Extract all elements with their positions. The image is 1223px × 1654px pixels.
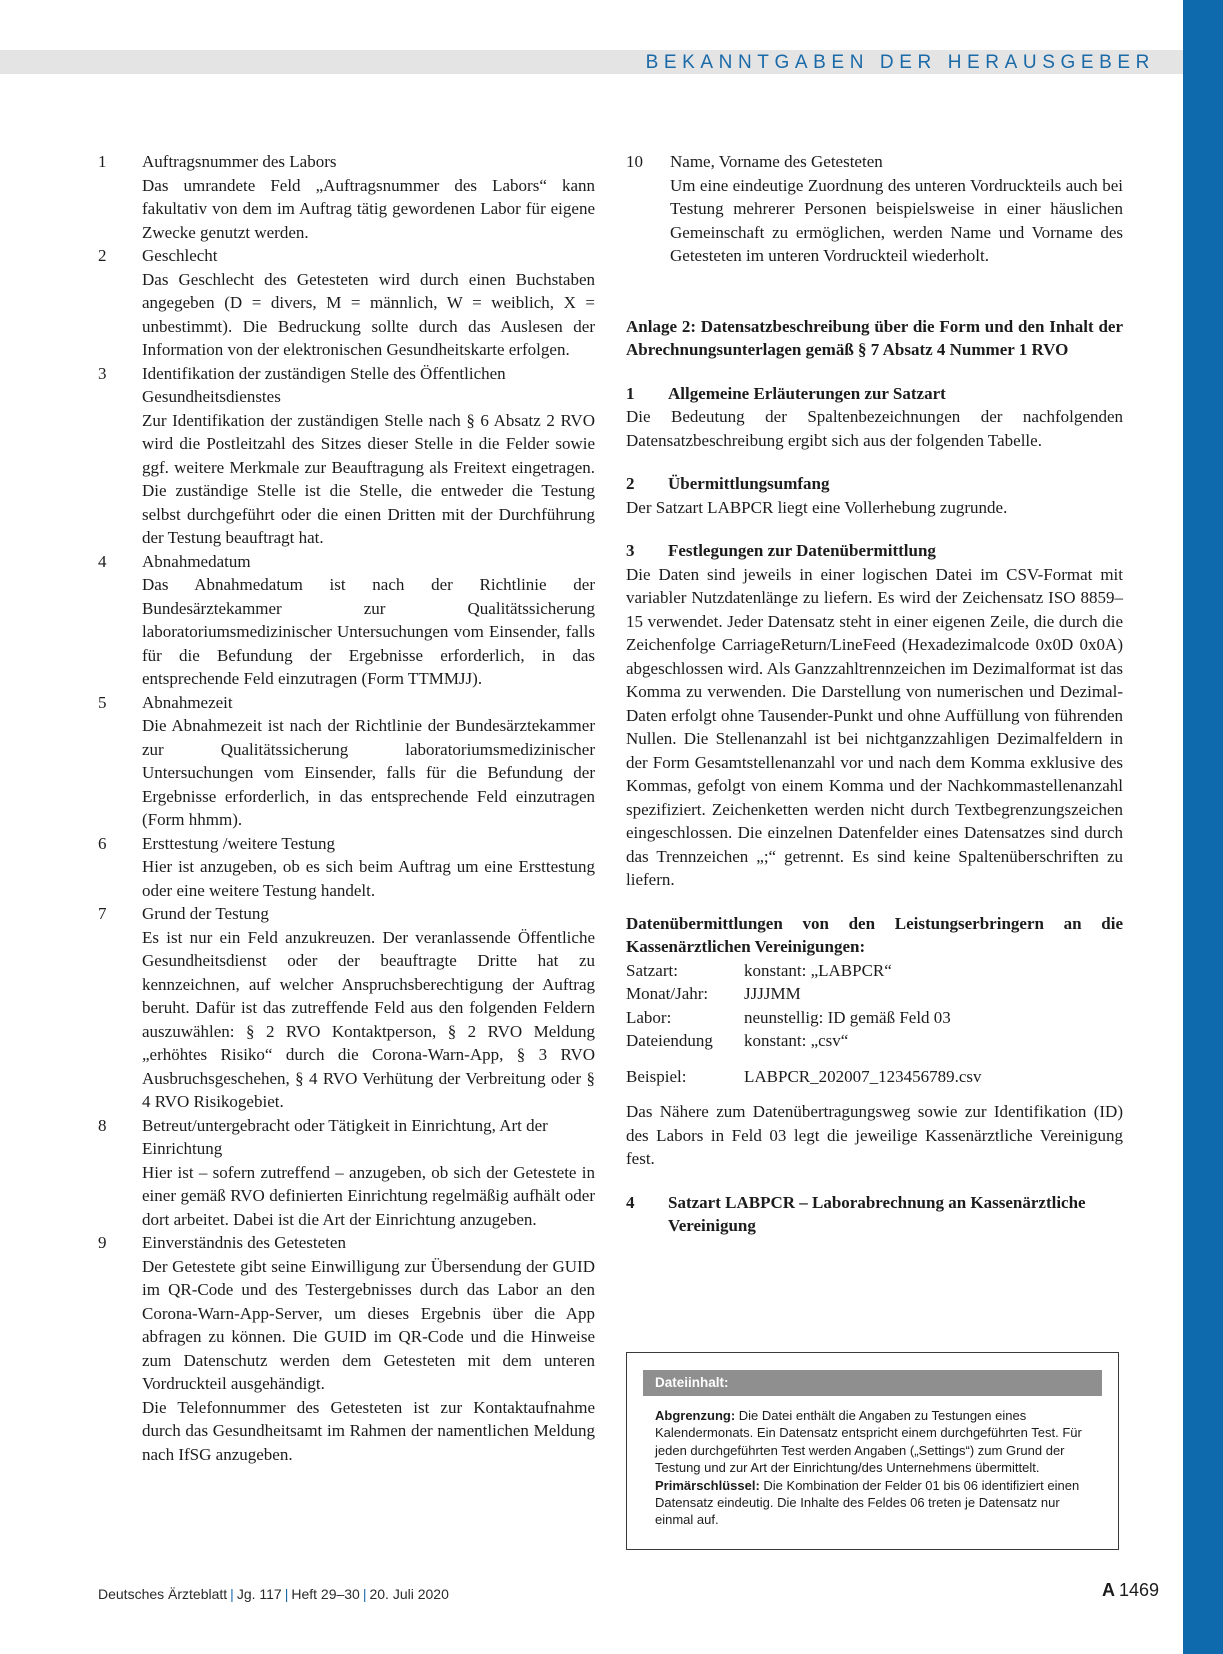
footer-date: 20. Juli 2020 xyxy=(369,1586,449,1602)
spec-key: Satzart: xyxy=(626,960,678,980)
footer-volume: Jg. 117 xyxy=(236,1586,282,1602)
section-number: 2 xyxy=(626,474,635,493)
section-title: Allgemeine Erläuterungen zur Satzart xyxy=(668,383,946,403)
field-item-paragraph: Das Abnahmedatum ist nach der Richtlinie der Bundesärztekammer zur Qualitätssicherung laboratoriumsmedizinischer Untersuchungen vom Einsender, falls für die Befundung der Ergebnisse erforderlich, in das entsprechende Feld einzutragen (Form TTMMJJ). xyxy=(142,575,595,688)
file-content-box-title: Dateiinhalt: xyxy=(643,1370,1102,1396)
anlage-heading: Anlage 2: Datensatzbeschreibung über die Form und den Inhalt der Abrechnungsunterlagen gemäß § 7 Absatz 4 Nummer 1 RVO xyxy=(626,316,1123,359)
field-item-title: Name, Vorname des Getesteten xyxy=(670,152,883,171)
field-item-number: 4 xyxy=(98,551,107,571)
field-item-number: 7 xyxy=(98,904,107,923)
field-item-number: 1 xyxy=(98,152,107,171)
right-column xyxy=(626,150,1123,1238)
section-heading-1 xyxy=(626,382,1123,406)
field-item-9 xyxy=(98,1231,595,1466)
section-heading-3 xyxy=(626,539,1123,563)
field-item-paragraph: Der Getestete gibt seine Einwilligung zur Übersendung der GUID im QR-Code und des Testergebnisses durch das Labor an den Corona-Warn-App-Server, um dieses Ergebnis über die App abfragen zu können. Die GUID im QR-Code und die Hinweise zum Datenschutz werden dem Getesteten mit dem unteren Vordruckteil ausgehändigt. xyxy=(142,1256,595,1393)
field-item-8 xyxy=(98,1114,595,1232)
footer-citation xyxy=(98,1586,449,1602)
section-body-3: Die Daten sind jeweils in einer logischen Datei im CSV-Format mit variabler Nutzdatenlänge zu liefern. Es wird der Zeichensatz ISO 8859–15 verwendet. Jeder Datensatz steht in einer eigenen Zeile, die durch die Zeichenfolge CarriageReturn/LineFeed (Hexadezimalcode 0x0D 0x0A) abgeschlossen wird. Als Ganzzahltrennzeichen im Dezimalformat ist das Komma zu verwenden. Die Darstellung von numerischen und Dezimal-Daten erfolgt ohne Tausender-Punkt und ohne Auffüllung von führenden Nullen. Die Stellenanzahl ist bei nichtganzzahligen Dezimalfeldern in der Form Gesamtstellenanzahl vor und nach dem Komma exklusive des Kommas, gefolgt von einem Komma und der Nachkommastellenanzahl spezifiziert. Zeichenketten werden nicht durch Textbegrenzungszeichen eingeschlossen. Die einzelnen Datenfelder eines Datensatzes sind durch das Trennzeichen „;“ getrennt. Es sind keine Spaltenüberschriften zu liefern. xyxy=(626,564,1123,889)
field-item-body xyxy=(142,1255,595,1467)
transfer-heading: Datenübermittlungen von den Leistungserbringern an die Kassenärztlichen Vereinigungen: xyxy=(626,913,1123,956)
field-item-6 xyxy=(98,832,595,903)
footer-separator: | xyxy=(362,1586,367,1602)
spec-key: Monat/Jahr: xyxy=(626,984,709,1003)
primary-key-text: Die Kombination der Felder 01 bis 06 identifiziert einen Datensatz eindeutig. Die Inhalte des Feldes 06 treten je Datensatz nur einmal auf. xyxy=(655,1477,1080,1528)
spec-row xyxy=(626,1029,1123,1053)
section-heading-2 xyxy=(626,472,1123,496)
field-item-1 xyxy=(98,150,595,244)
abgrenzung-paragraph xyxy=(655,1407,1095,1477)
section-number: 1 xyxy=(626,383,635,403)
field-item-body xyxy=(142,268,595,362)
field-item-body xyxy=(142,714,595,832)
page-prefix: A xyxy=(1101,1580,1115,1600)
field-item-title: Geschlecht xyxy=(142,246,218,265)
spec-key: Dateiendung xyxy=(626,1031,713,1050)
primary-key-label: Primärschlüssel: xyxy=(655,1477,760,1493)
section-number: 4 xyxy=(626,1192,635,1212)
field-item-body xyxy=(142,1161,595,1232)
page-number-block xyxy=(1102,1580,1159,1601)
field-item-number: 3 xyxy=(98,363,107,383)
field-item-number: 2 xyxy=(98,246,107,265)
transfer-note: Das Nähere zum Datenübertragungsweg sowie zur Identifikation (ID) des Labors in Feld 03 legt die jeweilige Kassenärztliche Vereinigung fest. xyxy=(626,1102,1123,1168)
spec-value: konstant: „LABPCR“ xyxy=(744,960,892,980)
field-item-title: Auftragsnummer des Labors xyxy=(142,152,337,171)
field-item-10 xyxy=(626,150,1123,268)
example-label: Beispiel: xyxy=(626,1066,687,1086)
spec-value: konstant: „csv“ xyxy=(744,1031,849,1050)
spec-key: Labor: xyxy=(626,1007,672,1027)
field-item-body xyxy=(142,926,595,1114)
footer-issue: Heft 29–30 xyxy=(291,1586,360,1602)
field-item-body xyxy=(142,174,595,245)
field-item-title: Einverständnis des Getesteten xyxy=(142,1233,346,1252)
field-item-number: 9 xyxy=(98,1233,107,1252)
file-content-box-body xyxy=(655,1407,1095,1529)
section-body-2: Der Satzart LABPCR liegt eine Vollerhebung zugrunde. xyxy=(626,497,1008,517)
abgrenzung-label: Abgrenzung: xyxy=(655,1408,736,1423)
field-item-body xyxy=(142,573,595,691)
page-number: 1469 xyxy=(1118,1580,1159,1600)
field-item-paragraph: Die Abnahmezeit ist nach der Richtlinie der Bundesärztekammer zur Qualitätssicherung laboratoriumsmedizinischer Untersuchungen vom Einsender, falls für die Befundung der Ergebnisse erforderlich, in das entsprechende Feld einzutragen (Form hhmm). xyxy=(142,716,595,829)
footer-journal: Deutsches Ärzteblatt xyxy=(98,1586,228,1602)
spec-value: JJJJMM xyxy=(744,984,801,1003)
file-name-spec xyxy=(626,959,1123,1053)
field-item-number: 8 xyxy=(98,1115,107,1135)
field-item-title: Identifikation der zuständigen Stelle des Öffentlichen Gesundheitsdienstes xyxy=(142,363,506,406)
example-row xyxy=(626,1065,1123,1089)
field-item-title: Abnahmedatum xyxy=(142,551,251,571)
spec-row xyxy=(626,982,1123,1006)
field-item-2 xyxy=(98,244,595,362)
field-item-paragraph: Zur Identifikation der zuständigen Stelle nach § 6 Absatz 2 RVO wird die Postleitzahl des Sitzes dieser Stelle in die Felder sowie ggf. weitere Merkmale zur Beauftragung als Freitext eingetragen. Die zuständige Stelle ist die Stelle, die entweder die Testung selbst durchgeführt oder die einen Dritten mit der Durchführung der Testung beauftragt hat. xyxy=(142,410,595,547)
field-item-paragraph: Die Telefonnummer des Getesteten ist zur Kontaktaufnahme durch das Gesundheitsamt im Rahmen der namentlichen Meldung nach IfSG anzugeben. xyxy=(142,1397,595,1464)
field-item-title: Abnahmezeit xyxy=(142,692,233,712)
field-item-title: Grund der Testung xyxy=(142,904,269,923)
primary-key-paragraph xyxy=(655,1477,1095,1529)
field-item-paragraph: Das Geschlecht des Getesteten wird durch einen Buchstaben angegeben (D = divers, M = männlich, W = weiblich, X = unbestimmt). Die Bedruckung sollte durch das Auslesen der Information von der elektronischen Gesundheitskarte erfolgen. xyxy=(142,269,595,359)
footer-separator: | xyxy=(230,1586,234,1602)
field-item-4 xyxy=(98,550,595,691)
field-item-7 xyxy=(98,902,595,1114)
field-item-paragraph: Hier ist anzugeben, ob es sich beim Auftrag um eine Ersttestung oder eine weitere Testung handelt. xyxy=(142,857,595,900)
field-item-body xyxy=(142,409,595,550)
spec-row xyxy=(626,1006,1123,1030)
field-item-title: Ersttestung /weitere Testung xyxy=(142,833,336,853)
side-color-stripe xyxy=(1183,0,1223,1654)
section-title: Satzart LABPCR – Laborabrechnung an Kassenärztliche Vereinigung xyxy=(668,1192,1086,1235)
spec-row xyxy=(626,959,1123,983)
file-content-box xyxy=(626,1352,1119,1550)
field-item-title: Betreut/untergebracht oder Tätigkeit in Einrichtung, Art der Einrichtung xyxy=(142,1115,548,1158)
section-title: Übermittlungsumfang xyxy=(668,474,830,493)
section-header-title: BEKANNTGABEN DER HERAUSGEBER xyxy=(645,52,1155,73)
field-item-paragraph: Es ist nur ein Feld anzukreuzen. Der veranlassende Öffentliche Gesundheitsdienst oder der beauftragte Dritte hat zu kennzeichnen, auf welcher Anspruchsberechtigung der Auftrag beruht. Dafür ist das zutreffende Feld aus den folgenden Feldern auszuwählen: § 2 RVO Kontaktperson, § 2 RVO Meldung „erhöhtes Risiko“ durch die Corona-Warn-App, § 3 RVO Ausbruchsgeschehen, § 4 RVO Verhütung der Verbreitung oder § 4 RVO Risikogebiet. xyxy=(142,927,595,1111)
example-value: LABPCR_202007_123456789.csv xyxy=(744,1066,982,1086)
left-column xyxy=(98,150,595,1466)
abgrenzung-text: Die Datei enthält die Angaben zu Testungen eines Kalendermonats. Ein Datensatz entspricht einem durchgeführten Test. Für jeden durchgeführten Test werden Angaben („Settings“) zum Grund der Testung und zur Art der Einrichtung/des Unternehmens übermittelt. xyxy=(655,1408,1082,1476)
field-item-3 xyxy=(98,362,595,550)
field-item-number: 5 xyxy=(98,692,107,712)
section-number: 3 xyxy=(626,541,635,560)
section-title: Festlegungen zur Datenübermittlung xyxy=(668,541,936,560)
numbered-field-list xyxy=(98,150,595,1466)
field-item-body: Um eine eindeutige Zuordnung des unteren Vordruckteils auch bei Testung mehrerer Personen beispielsweise in einer häuslichen Gemeinschaft zu ermöglichen, werden Name und Vorname des Getesteten im unteren Vordruckteil wiederholt. xyxy=(670,175,1123,265)
section-heading-4 xyxy=(626,1191,1123,1238)
field-item-number: 10 xyxy=(626,152,643,171)
field-item-body xyxy=(142,855,595,902)
field-item-5 xyxy=(98,691,595,832)
section-body-1: Die Bedeutung der Spaltenbezeichnungen der nachfolgenden Datensatzbeschreibung ergibt sich aus der folgenden Tabelle. xyxy=(626,407,1123,450)
footer-separator: | xyxy=(284,1586,289,1602)
spec-value: neunstellig: ID gemäß Feld 03 xyxy=(744,1007,951,1027)
field-item-paragraph: Hier ist – sofern zutreffend – anzugeben, ob sich der Getestete in einer gemäß RVO definierten Einrichtung regelmäßig aufhält oder dort arbeitet. Dabei ist die Art der Einrichtung anzugeben. xyxy=(142,1162,595,1229)
field-item-number: 6 xyxy=(98,833,107,853)
field-item-paragraph: Das umrandete Feld „Auftragsnummer des Labors“ kann fakultativ von dem im Auftrag tätig gewordenen Labor für eigene Zwecke genutzt werden. xyxy=(142,175,595,242)
